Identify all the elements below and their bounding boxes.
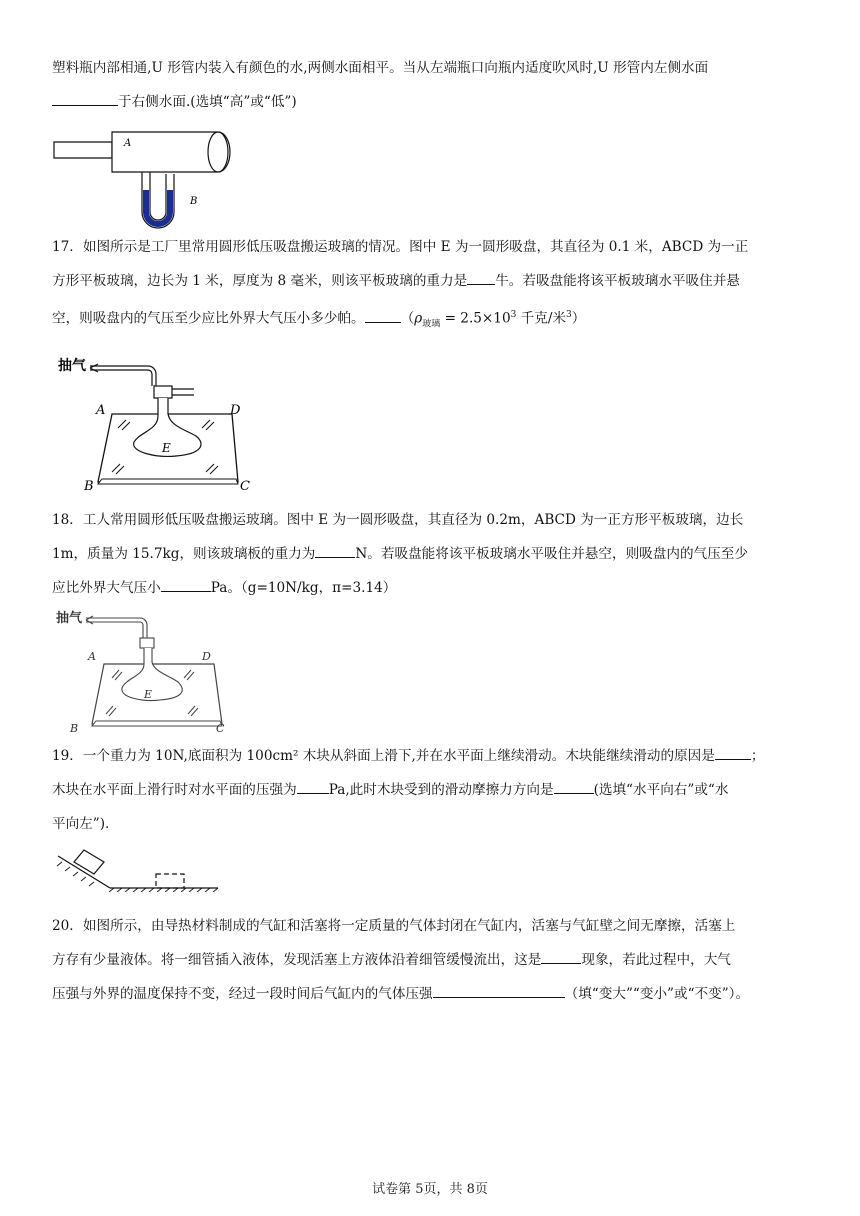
label-b: B (190, 196, 198, 207)
q19-line1: 19．一个重力为 10N,底面积为 100cm² 木块从斜面上滑下,并在水平面上继续滑动。木块能继续滑动的原因是 ； (52, 739, 812, 773)
answer-blank[interactable] (52, 91, 118, 106)
q17-line3: 空，则吸盘内的气压至少应比外界大气压小多少帕。 （$\rho_{玻璃} = 2.5\times 10^3$ 千克/米$^3$） (52, 298, 812, 341)
svg-text:D: D (230, 403, 241, 418)
answer-blank[interactable] (467, 270, 495, 285)
q19-text (52, 739, 812, 841)
pump-label: 抽气 (58, 358, 86, 374)
q19-line2: 木块在水平面上滑行时对水平面的压强为 Pa,此时木块受到的滑动摩擦力方向是 (选填“水平向右”或“水 (52, 773, 812, 807)
q16-line2: 于右侧水面.(选填“高”或“低”) (52, 85, 812, 119)
q16-figure (52, 124, 242, 232)
svg-text:E: E (144, 688, 153, 701)
q19-figure (52, 848, 222, 892)
q20-line3: 压强与外界的温度保持不变，经过一段时间后气缸内的气体压强 （填“变大”“变小”或“不变”）。 (52, 977, 812, 1011)
answer-blank[interactable] (715, 745, 751, 760)
q18-line1: 18．工人常用圆形低压吸盘搬运玻璃。图中 E 为一圆形吸盘，其直径为 0.2m，ABCD 为一正方形平板玻璃，边长 (52, 512, 744, 528)
q20-line2: 方存有少量液体。将一细管插入液体，发现活塞上方液体沿着细管缓慢流出，这是 现象，若此过程中，大气 (52, 943, 812, 977)
q19-line3: 平向左”). (52, 816, 110, 832)
q18-line3: 应比外界大气压小 Pa。（g=10N/kg，π=3.14） (52, 571, 812, 605)
q18-figure (56, 608, 236, 738)
q17-text (52, 230, 812, 341)
answer-blank[interactable] (433, 983, 565, 998)
q20-text (52, 909, 812, 1011)
answer-blank[interactable] (297, 779, 329, 794)
svg-text:抽气: 抽气 (56, 611, 83, 626)
svg-text:C: C (240, 479, 250, 494)
q18-line2: 1m，质量为 15.7kg，则该玻璃板的重力为 N。若吸盘能将该平板玻璃水平吸住并悬空，则吸盘内的气压至少 (52, 537, 812, 571)
svg-text:C: C (216, 722, 225, 735)
answer-blank[interactable] (554, 779, 594, 794)
svg-text:E: E (162, 441, 171, 455)
answer-blank[interactable] (161, 577, 211, 592)
q17-line1: 17．如图所示是工厂里常用圆形低压吸盘搬运玻璃的情况。图中 E 为一圆形吸盘，其直径为 0.1 米，ABCD 为一正 (52, 239, 749, 255)
svg-text:B: B (84, 479, 94, 494)
svg-text:D: D (202, 650, 211, 663)
svg-text:A: A (88, 650, 96, 663)
label-a: A (124, 138, 132, 149)
svg-text:B: B (70, 722, 79, 735)
answer-blank[interactable] (365, 308, 401, 323)
q17-figure (56, 352, 256, 494)
q18-text (52, 503, 812, 605)
page-footer: 试卷第 5页，共 8页 (372, 1182, 488, 1197)
svg-text:A: A (96, 403, 106, 418)
q16-line1: 塑料瓶内部相通,U 形管内装入有颜色的水,两侧水面相平。当从左端瓶口向瓶内适度吹风时,U 形管内左侧水面 (52, 60, 709, 76)
q20-line1: 20．如图所示，由导热材料制成的气缸和活塞将一定质量的气体封闭在气缸内，活塞与气缸壁之间无摩擦，活塞上 (52, 918, 736, 934)
q17-line2: 方形平板玻璃，边长为 1 米，厚度为 8 毫米，则该平板玻璃的重力是 牛。若吸盘能将该平板玻璃水平吸住并悬 (52, 264, 812, 298)
answer-blank[interactable] (541, 949, 581, 964)
answer-blank[interactable] (315, 543, 355, 558)
q16-text (52, 51, 812, 119)
